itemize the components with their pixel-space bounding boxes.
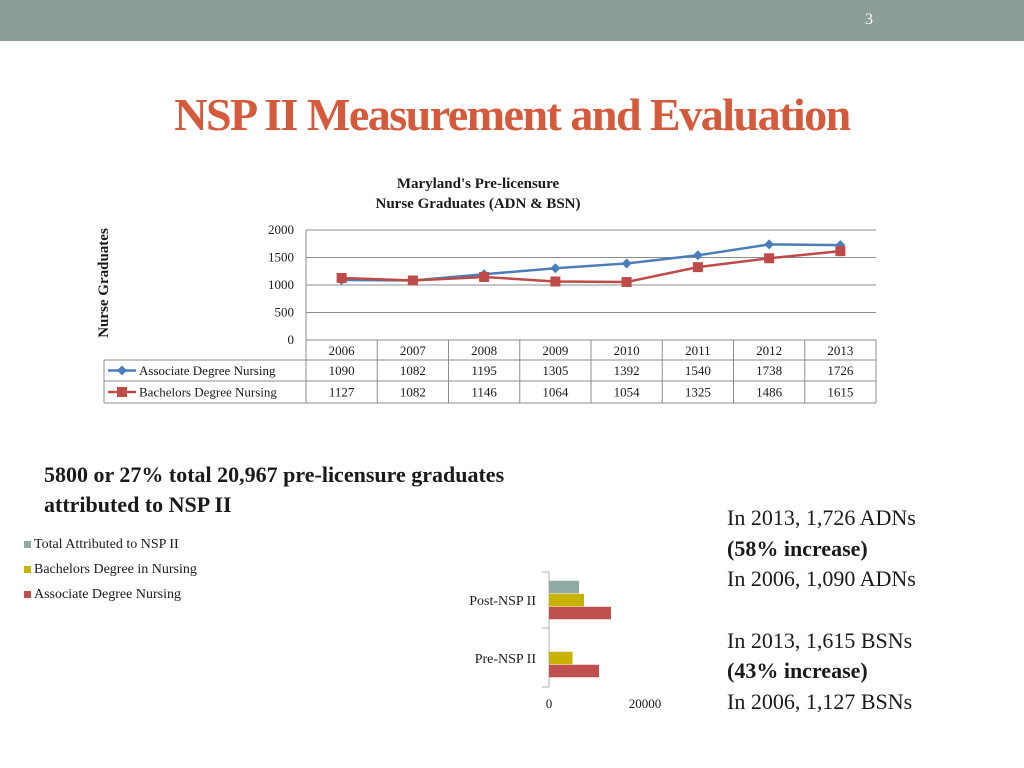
bar-post-nsp-ii-1 (549, 594, 584, 607)
graduates-line-chart (0, 160, 1024, 420)
chart-title-line-2: Nurse Graduates (ADN & BSN) (375, 196, 581, 212)
y-tick-label: 1000 (268, 277, 294, 292)
data-point-adn (622, 258, 632, 268)
header-bar (0, 0, 1024, 41)
adn-increase-text: (58% increase) (727, 535, 868, 561)
data-point-bsn (479, 272, 489, 282)
legend-label: Associate Degree Nursing (34, 587, 181, 602)
y-tick-label: 500 (274, 304, 294, 320)
bar-post-nsp-ii-2 (549, 581, 579, 594)
table-cell-value: 1082 (399, 384, 426, 400)
data-point-bsn (622, 277, 632, 287)
slide-number: 3 (865, 11, 873, 28)
table-cell-value: 1082 (399, 363, 426, 378)
table-cell-value: 1305 (542, 363, 569, 378)
table-cell-value: 1738 (756, 363, 783, 378)
data-point-bsn (550, 276, 560, 286)
table-cell-value: 1486 (756, 384, 783, 400)
x-tick-label: 2007 (399, 343, 426, 358)
data-point-bsn (408, 275, 418, 285)
summary-text (44, 460, 644, 520)
table-cell-value: 1195 (471, 363, 497, 378)
legend-label: Total Attributed to NSP II (34, 537, 179, 552)
x-tick-label: 0 (545, 696, 553, 711)
table-cell-value: 1325 (684, 384, 711, 400)
table-cell-value: 1615 (827, 384, 854, 400)
table-cell-value: 1392 (613, 363, 640, 378)
data-point-bsn (337, 273, 347, 283)
legend-label: Bachelors Degree in Nursing (34, 562, 197, 577)
nsp-bar-chart (0, 520, 700, 720)
x-tick-label: 2009 (542, 343, 569, 358)
x-tick-label: 2010 (613, 343, 640, 358)
legend-label: Bachelors Degree Nursing (139, 384, 277, 400)
legend-marker-adn (117, 366, 127, 376)
data-point-bsn (835, 246, 845, 256)
table-cell-value: 1146 (471, 384, 497, 400)
table-cell-value: 1064 (542, 384, 569, 400)
x-tick-label: 2006 (328, 343, 355, 358)
table-cell-value: 1054 (613, 384, 640, 400)
table-cell-value: 1090 (328, 363, 355, 378)
data-point-adn (693, 250, 703, 260)
bar-pre-nsp-ii-1 (549, 652, 573, 665)
stats-spacer (727, 595, 1017, 626)
bsn-2013-text: In 2013, 1,615 BSNs (727, 627, 913, 653)
bar-pre-nsp-ii-0 (549, 665, 599, 678)
data-point-bsn (693, 262, 703, 272)
x-tick-label: 20000 (628, 696, 662, 711)
legend-swatch (24, 591, 31, 598)
adn-2013-text: In 2013, 1,726 ADNs (727, 505, 916, 530)
x-tick-label: 2013 (827, 343, 854, 358)
y-tick-label: 0 (287, 332, 294, 347)
summary-line-1: 5800 or 27% total 20,967 pre-licensure graduates (44, 462, 505, 487)
bsn-2006-text: In 2006, 1,127 BSNs (727, 688, 913, 714)
legend-swatch (24, 566, 31, 573)
summary-line-2: attributed to NSP II (44, 492, 232, 517)
table-cell-value: 1540 (684, 363, 711, 378)
bar-category-label: Post-NSP II (469, 594, 536, 609)
x-tick-label: 2012 (756, 343, 783, 358)
legend-swatch (24, 541, 31, 548)
stats-panel (727, 503, 1017, 717)
legend-marker-bsn (117, 387, 127, 397)
bar-category-label: Pre-NSP II (474, 652, 536, 667)
data-point-adn (764, 239, 774, 249)
legend-label: Associate Degree Nursing (139, 363, 276, 378)
table-cell-value: 1127 (328, 384, 355, 400)
chart-title-line-1: Maryland's Pre-licensure (396, 176, 560, 192)
adn-2006-text: In 2006, 1,090 ADNs (727, 566, 916, 591)
y-tick-label: 1500 (268, 249, 294, 265)
data-point-adn (550, 263, 560, 273)
x-tick-label: 2008 (471, 343, 498, 358)
data-point-bsn (764, 253, 774, 263)
bar-post-nsp-ii-0 (549, 607, 611, 620)
bsn-increase-text: (43% increase) (727, 658, 868, 683)
x-tick-label: 2011 (685, 343, 711, 358)
y-axis-label: Nurse Graduates (96, 228, 112, 338)
slide-title: NSP II Measurement and Evaluation (174, 89, 850, 140)
y-tick-label: 2000 (268, 222, 294, 237)
table-cell-value: 1726 (827, 363, 854, 378)
